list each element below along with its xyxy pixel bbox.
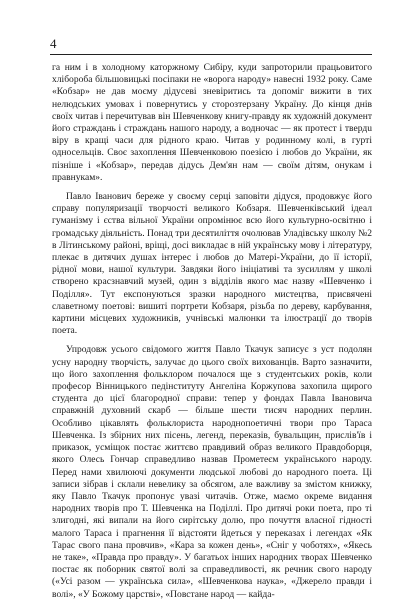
paragraph-3: Упродовж усього свідомого життя Павло Ткачук записує з уст подолян усну народну творчість, залучає до цього своїх вихованців. Варто зазначити, що його захоплення фольклором почалося ще з студентських років, коли професор Вінницького педінституту Ангеліна Коржупова захопила щирого студента до цієї благородної справи: тепер у фондах Павла Івановича справжній духовний скарб — більше шести тисяч народних перлин. Особливо цікавлять фольклориста народнопоетичні твори про Тараса Шевченка. Із збірних них пісень, легенд, переказів, бувальщин, прислів'їв і приказок, усміщок постає життєво правдивий образ великого Правдоборця, якого Олесь Гончар справедливо назвав Прометеєм українського народу. Перед нами хвилюючі документи людської любові до народного поета. Ці записи зібрав і склали невеликy за обсягом, але важливу за змістом книжку, яку Павло Ткачук пропонує увазі читачів. Отже, маємо окреме видання народних творів про Т. Шевченка на Поділлі. Про дитячі роки поета, про ті злигодні, які випали на його сирітську долю, про почуття власної гідності малого Тараса і прагнення її відстояти йдеться у переказах і легендах «Як Тарас свого пана провчив», «Кара за кожен день», «Сніг у чоботях», «Якесь не таке», «Правда про правду». У багатьох інших народних творах Шевченко постає як поборник святої волі за справедливості, як речник свого народу («Усі разом — українська сила», «Шевченкова наука», «Джерело правди і волі», «У Божому царстві», «Повстане народ — кайда- <box>52 344 372 600</box>
header-rule <box>50 54 372 55</box>
body-text <box>52 62 372 602</box>
paragraph-1: га ним і в холодному каторжному Сибіру, куди запроторили працьовитого хлібороба більшовицькі посіпаки не «ворога народу» навесні 1932 року. Саме «Кобзар» не дав моєму дідусеві зневіритись та допоміг вижити в тих нелюдських умовах і повернутись у сторозтерзану Україну. До кінця днів своїх читав і перечитував він Шевченкову книгу-правду як художній документ його страждань і страждань нашого народу, а водночас — як протест і твердu віру в кращі часи для рідного краю. Читав у родинному колі, в гурті односельців. Своє захоплення Шевченковою поезією і любов до України, як пізніше і «Кобзар», передав дідусь Дем'ян нам — своїм дітям, онукам і правнукам». <box>52 62 372 183</box>
paragraph-2: Павло Іванович береже у своєму серці заповіти дідуся, продовжує його справу популяризації творчості великого Кобзаря. Шевченківський ідеал гуманізму і єства вільної України опромінює всю його культурно-освітню і громадську діяльність. Понад три десятиліття очолював Уладівську школу №2 в Літинському районі, вріщі, досі викладає в ній українську мову і літературу, плекає в дитячих душах інтерес і любов до Матері-України, до її історії, рідної мови, нашої культури. Завдяки його ініціативі та зусиллям у школі створено красзнавчий музей, один з відділів якого має назву «Шевченко і Поділля». Тут експонуються зразки народного мистецтва, присвячені славетному поетові: вишиті портрети Кобзаря, різьба по дереву, карбування, картини місцевих художників, учнівські малюнки та ілюстрації до творів поета. <box>52 191 372 337</box>
page-number: 4 <box>50 36 57 51</box>
